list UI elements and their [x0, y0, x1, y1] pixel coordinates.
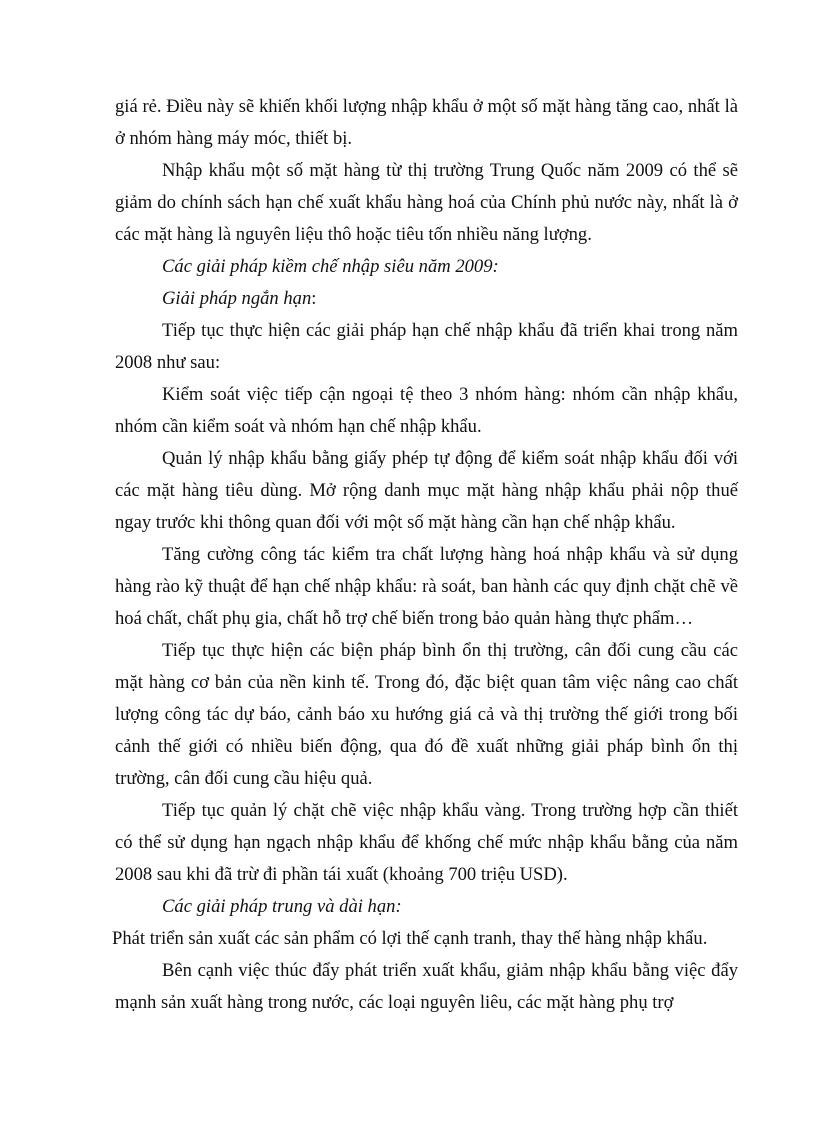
- heading-solutions-2009: Các giải pháp kiềm chế nhập siêu năm 2009:: [162, 256, 499, 277]
- paragraph-quality-inspection: Tăng cường công tác kiểm tra chất lượng hàng hoá nhập khẩu và sử dụng hàng rào kỹ thuật để hạn chế nhập khẩu: rà soát, ban hành các quy định chặt chẽ về hoá chất, chất phụ gia, chất hỗ trợ chế biến trong bảo quản hàng thực phẩm…: [115, 544, 738, 629]
- heading-short-term-colon: :: [311, 288, 317, 309]
- paragraph-forex-control: Kiểm soát việc tiếp cận ngoại tệ theo 3 nhóm hàng: nhóm cần nhập khẩu, nhóm cần kiểm soát và nhóm hạn chế nhập khẩu.: [115, 384, 738, 437]
- paragraph-auto-license: Quản lý nhập khẩu bằng giấy phép tự động để kiểm soát nhập khẩu đối với các mặt hàng tiêu dùng. Mở rộng danh mục mặt hàng nhập khẩu phải nộp thuế ngay trước khi thông quan đối với một số mặt hàng cần hạn chế nhập khẩu.: [115, 448, 738, 533]
- paragraph-continue-measures: Tiếp tục thực hiện các giải pháp hạn chế nhập khẩu đã triển khai trong năm 2008 như sau:: [115, 320, 738, 373]
- heading-mid-long-term: Các giải pháp trung và dài hạn:: [162, 896, 402, 917]
- heading-short-term-label: Giải pháp ngắn hạn: [162, 288, 312, 309]
- heading-short-term: [115, 283, 738, 315]
- document-body: [112, 91, 738, 1019]
- paragraph-china-imports: Nhập khẩu một số mặt hàng từ thị trường Trung Quốc năm 2009 có thể sẽ giảm do chính sách hạn chế xuất khẩu hàng hoá của Chính phủ nước này, nhất là ở các mặt hàng là nguyên liệu thô hoặc tiêu tốn nhiều năng lượng.: [115, 160, 738, 245]
- paragraph-continuation: giá rẻ. Điều này sẽ khiến khối lượng nhập khẩu ở một số mặt hàng tăng cao, nhất là ở nhóm hàng máy móc, thiết bị.: [115, 96, 738, 149]
- paragraph-gold-import: Tiếp tục quản lý chặt chẽ việc nhập khẩu vàng. Trong trường hợp cần thiết có thể sử dụng hạn ngạch nhập khẩu để khống chế mức nhập khẩu bằng của năm 2008 sau khi đã trừ đi phần tái xuất (khoảng 700 triệu USD).: [115, 800, 738, 885]
- paragraph-domestic-production: Bên cạnh việc thúc đẩy phát triển xuất khẩu, giảm nhập khẩu bằng việc đẩy mạnh sản xuất hàng trong nước, các loại nguyên liêu, các mặt hàng phụ trợ: [115, 960, 738, 1013]
- paragraph-competitive-products: Phát triển sản xuất các sản phẩm có lợi thế cạnh tranh, thay thế hàng nhập khẩu.: [112, 928, 708, 949]
- paragraph-market-stabilization: Tiếp tục thực hiện các biện pháp bình ổn thị trường, cân đối cung cầu các mặt hàng cơ bản của nền kinh tế. Trong đó, đặc biệt quan tâm việc nâng cao chất lượng công tác dự báo, cảnh báo xu hướng giá cả và thị trường thế giới trong bối cảnh thế giới có nhiều biến động, qua đó đề xuất những giải pháp bình ổn thị trường, cân đối cung cầu hiệu quả.: [115, 640, 738, 789]
